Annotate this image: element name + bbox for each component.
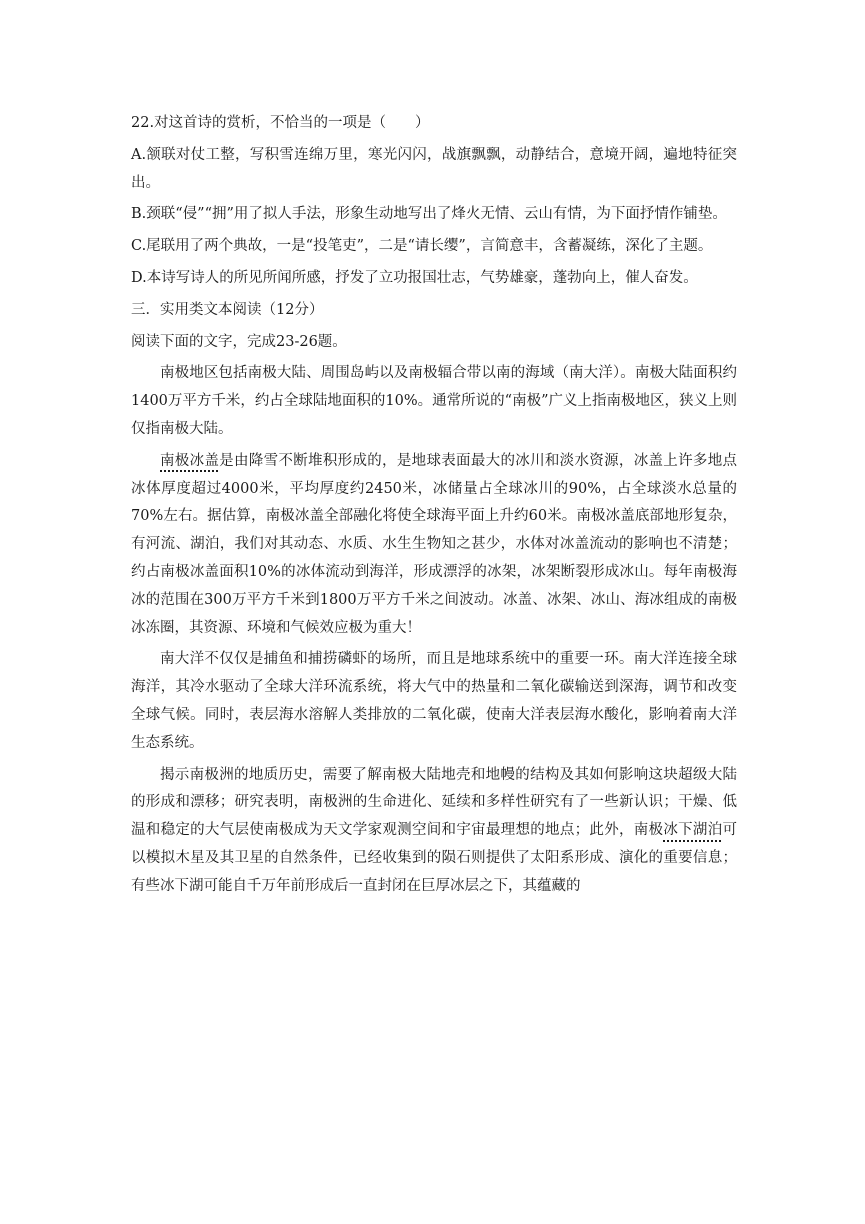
passage-paragraph-1: 南极地区包括南极大陆、周围岛屿以及南极辐合带以南的海域（南大洋）。南极大陆面积约1400万平方千米，约占全球陆地面积的10%。通常所说的“南极”广义上指南极地区，狭义上则仅指南极大陆。 bbox=[131, 365, 737, 437]
question-22-stem: 22.对这首诗的赏析，不恰当的一项是（ ） bbox=[131, 115, 430, 131]
passage-paragraph-2-text: 是由降雪不断堆积形成的，是地球表面最大的冰川和淡水资源，冰盖上许多地点冰体厚度超过4000米，平均厚度约2450米，冰储量占全球冰川的90%，占全球淡水总量的70%左右。据估算，南极冰盖全部融化将使全球海平面上升约60米。南极冰盖底部地形复杂，有河流、湖泊，我们对其动态、水质、水生生物知之甚少，水体对冰盖流动的影响也不清楚；约占南极冰盖面积10%的冰体流动到海洋，形成漂浮的冰架，冰架断裂形成冰山。每年南极海冰的范围在300万平方千米到1800万平方千米之间波动。冰盖、冰架、冰山、海冰组成的南极冰冻圈，其资源、环境和气候效应极为重大！ bbox=[131, 452, 738, 636]
section-3-heading: 三．实用类文本阅读（12分） bbox=[131, 301, 324, 318]
passage-paragraph-3: 南大洋不仅仅是捕鱼和捕捞磷虾的场所，而且是地球系统中的重要一环。南大洋连接全球海洋，其冷水驱动了全球大洋环流系统，将大气中的热量和二氧化碳输送到深海，调节和改变全球气候。同时，表层海水溶解人类排放的二氧化碳，使南大洋表层海水酸化，影响着南大洋生态系统。 bbox=[131, 651, 737, 751]
passage-paragraph-2 bbox=[131, 448, 737, 643]
section-3-instruction: 阅读下面的文字，完成23-26题。 bbox=[131, 333, 347, 350]
passage-paragraph-4 bbox=[131, 762, 737, 901]
emphasized-term-ice-sheet: 南极冰盖 bbox=[160, 452, 220, 469]
passage-paragraph-4-text: 可以模拟木星及其卫星的自然条件，已经收集到的陨石则提供了太阳系形成、演化的重要信息；有些冰下湖可能自千万年前形成后一直封闭在巨厚冰层之下，其蕴藏的 bbox=[131, 822, 738, 894]
question-22-option-b: B.颈联“侵”“拥”用了拟人手法，形象生动地写出了烽火无情、云山有情，为下面抒情作铺垫。 bbox=[131, 206, 727, 223]
question-22-option-d: D.本诗写诗人的所见所闻所感，抒发了立功报国壮志，气势雄豪，蓬勃向上，催人奋发。 bbox=[131, 269, 698, 286]
document-content bbox=[131, 110, 737, 901]
emphasized-term-subglacial-lakes: 冰下湖泊 bbox=[663, 822, 723, 839]
question-22-option-a: A.颔联对仗工整，写积雪连绵万里，寒光闪闪，战旗飘飘，动静结合，意境开阔，遍地特征突出。 bbox=[131, 146, 737, 191]
passage-paragraph-4-start: 揭示南极洲的地质历史，需要了解南极大陆地壳和地幔的结构及其如何影响这块超级大陆的形成和漂移；研究表明，南极洲的生命进化、延续和多样性研究有了一些新认识；干燥、低温和稳定的大气层使南极成为天文学家观测空间和宇宙最理想的地点；此外，南极 bbox=[131, 766, 737, 839]
question-22-option-c: C.尾联用了两个典故，一是“投笔吏”，二是“请长缨”，言简意丰，含蓄凝练，深化了主题。 bbox=[131, 238, 713, 255]
